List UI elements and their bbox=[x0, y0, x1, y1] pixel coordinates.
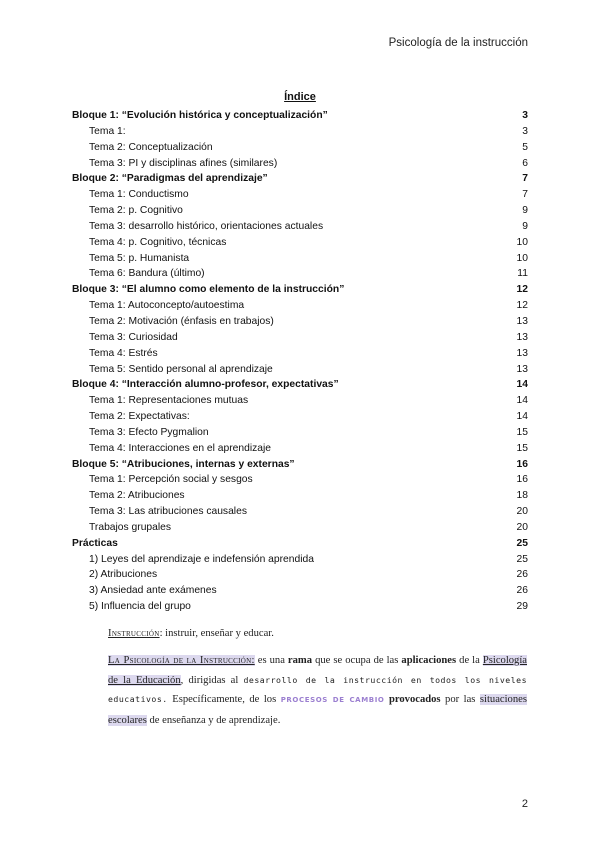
text-segment: es una bbox=[254, 655, 288, 666]
toc-entry-label: Prácticas bbox=[72, 537, 118, 549]
toc-entry-label: Tema 5: p. Humanista bbox=[89, 252, 190, 264]
toc-entry-label: Tema 2: Conceptualización bbox=[89, 141, 213, 153]
toc-entry-page: 13 bbox=[516, 363, 528, 375]
toc-entry-label: Tema 2: Motivación (énfasis en trabajos) bbox=[89, 315, 274, 327]
toc-entry-page: 13 bbox=[516, 347, 528, 359]
toc-entry-page: 18 bbox=[516, 490, 528, 502]
bold-rama: rama bbox=[287, 655, 313, 666]
toc-entry-page: 11 bbox=[517, 268, 528, 280]
toc-entry-label: Tema 3: Curiosidad bbox=[89, 331, 178, 343]
definition-text: : instruir, enseñar y educar. bbox=[159, 628, 274, 639]
toc-entry[interactable] bbox=[72, 520, 528, 536]
toc-entry[interactable] bbox=[72, 266, 528, 282]
toc-entry-page: 9 bbox=[522, 205, 528, 217]
toc-entry[interactable] bbox=[72, 330, 528, 346]
toc-entry-label: Tema 6: Bandura (último) bbox=[89, 268, 205, 280]
term-instruccion: Instrucción bbox=[108, 628, 160, 639]
toc-entry-label: Tema 3: desarrollo histórico, orientaciones actuales bbox=[89, 220, 324, 232]
toc-entry-page: 29 bbox=[516, 601, 528, 613]
toc-entry[interactable] bbox=[72, 583, 528, 599]
handwritten-segment: desarrollo de la instrucción en todos los niveles educativos. bbox=[108, 674, 527, 704]
definition-psicologia-instruccion bbox=[108, 651, 527, 730]
bold-provocados: provocados bbox=[388, 694, 441, 705]
toc-section-entry[interactable] bbox=[72, 457, 528, 473]
toc-entry-label: Tema 4: Estrés bbox=[89, 347, 158, 359]
toc-section-entry[interactable] bbox=[72, 108, 528, 124]
toc-entry-label: 3) Ansiedad ante exámenes bbox=[89, 585, 217, 597]
toc-entry-page: 13 bbox=[516, 331, 528, 343]
toc-entry-label: Tema 1: Percepción social y sesgos bbox=[89, 474, 253, 486]
toc-entry-label: Tema 4: Interacciones en el aprendizaje bbox=[89, 442, 272, 454]
toc-entry-label: Tema 1: Representaciones mutuas bbox=[89, 395, 249, 407]
toc-entry-page: 26 bbox=[516, 585, 528, 597]
toc-entry-label: Bloque 2: “Paradigmas del aprendizaje” bbox=[72, 173, 268, 185]
running-header: Psicología de la instrucción bbox=[388, 37, 528, 49]
toc-entry-page: 16 bbox=[516, 458, 528, 470]
toc-entry-label: 2) Atribuciones bbox=[89, 569, 158, 581]
toc-entry[interactable] bbox=[72, 156, 528, 172]
toc-entry[interactable] bbox=[72, 488, 528, 504]
toc-entry-label: Bloque 5: “Atribuciones, internas y externas” bbox=[72, 458, 295, 470]
toc-entry[interactable] bbox=[72, 362, 528, 378]
toc-entry[interactable] bbox=[72, 346, 528, 362]
text-segment: por las bbox=[440, 694, 480, 705]
toc-entry-page: 14 bbox=[516, 411, 528, 423]
toc-entry-label: Tema 2: Atribuciones bbox=[89, 490, 185, 502]
toc-section-entry[interactable] bbox=[72, 536, 528, 552]
toc-entry-page: 10 bbox=[516, 236, 528, 248]
notes-section bbox=[108, 626, 527, 730]
toc-section-entry[interactable] bbox=[72, 377, 528, 393]
toc-entry[interactable] bbox=[72, 140, 528, 156]
text-segment: que se ocupa de las bbox=[312, 655, 402, 666]
text-segment: , dirigidas al bbox=[180, 674, 244, 686]
toc-entry-page: 25 bbox=[516, 537, 528, 549]
toc-entry-label: Tema 3: Efecto Pygmalion bbox=[89, 426, 209, 438]
toc-entry[interactable] bbox=[72, 472, 528, 488]
toc-entry[interactable] bbox=[72, 552, 528, 568]
toc-entry[interactable] bbox=[72, 409, 528, 425]
toc-entry[interactable] bbox=[72, 235, 528, 251]
toc-entry-label: Tema 3: PI y disciplinas afines (similares) bbox=[89, 157, 278, 169]
toc-entry[interactable] bbox=[72, 124, 528, 140]
purple-procesos-de-cambio: PROCESOS DE CAMBIO bbox=[280, 696, 385, 704]
toc-entry-label: 1) Leyes del aprendizaje e indefensión aprendida bbox=[89, 553, 314, 565]
term-psicologia-instruccion: La Psicología de la Instrucción: bbox=[108, 655, 255, 666]
toc-entry-label: Tema 4: p. Cognitivo, técnicas bbox=[89, 236, 227, 248]
toc-entry[interactable] bbox=[72, 425, 528, 441]
toc-entry[interactable] bbox=[72, 219, 528, 235]
toc-entry[interactable] bbox=[72, 599, 528, 615]
text-segment: de enseñanza y de aprendizaje. bbox=[146, 714, 281, 726]
toc-entry[interactable] bbox=[72, 187, 528, 203]
toc-entry-label: Tema 1: Autoconcepto/autoestima bbox=[89, 300, 245, 312]
toc-entry-page: 7 bbox=[522, 173, 528, 185]
toc-entry-page: 3 bbox=[522, 125, 528, 137]
table-of-contents bbox=[72, 108, 528, 615]
toc-entry-label: Trabajos grupales bbox=[89, 521, 172, 533]
highlight-situaciones-escolares: situaciones escolares bbox=[108, 694, 527, 726]
toc-section-entry[interactable] bbox=[72, 171, 528, 187]
toc-entry-label: Tema 1: Conductismo bbox=[89, 189, 189, 201]
toc-entry-page: 12 bbox=[516, 284, 528, 296]
toc-entry[interactable] bbox=[72, 314, 528, 330]
toc-entry[interactable] bbox=[72, 203, 528, 219]
toc-entry-label: Tema 2: Expectativas: bbox=[89, 411, 190, 423]
toc-entry-label: Tema 3: Las atribuciones causales bbox=[89, 506, 247, 518]
toc-entry-label: Tema 1: bbox=[89, 125, 126, 137]
toc-entry-page: 10 bbox=[516, 252, 528, 264]
toc-entry-label: 5) Influencia del grupo bbox=[89, 601, 191, 613]
toc-section-entry[interactable] bbox=[72, 282, 528, 298]
highlight-psicologia-educacion: Psicología de la Educación bbox=[108, 655, 527, 686]
toc-entry-page: 7 bbox=[522, 189, 528, 201]
definition-instruccion bbox=[108, 626, 527, 642]
toc-entry[interactable] bbox=[72, 567, 528, 583]
toc-entry-page: 15 bbox=[516, 426, 528, 438]
toc-entry-page: 14 bbox=[516, 379, 528, 391]
toc-entry[interactable] bbox=[72, 504, 528, 520]
toc-entry[interactable] bbox=[72, 251, 528, 267]
toc-entry-page: 12 bbox=[516, 300, 528, 312]
toc-entry-label: Bloque 4: “Interacción alumno-profesor, expectativas” bbox=[72, 379, 339, 391]
toc-entry-page: 20 bbox=[516, 506, 528, 518]
bold-aplicaciones: aplicaciones bbox=[401, 655, 457, 666]
toc-entry-page: 25 bbox=[516, 553, 528, 565]
text-segment: Específicamente, de los bbox=[167, 694, 281, 705]
toc-entry-page: 6 bbox=[522, 157, 528, 169]
page-number: 2 bbox=[521, 798, 528, 810]
toc-title: Índice bbox=[284, 91, 316, 103]
toc-entry-page: 3 bbox=[522, 110, 528, 121]
toc-entry-page: 26 bbox=[516, 569, 528, 581]
toc-entry-page: 16 bbox=[516, 474, 528, 486]
toc-entry-label: Bloque 1: “Evolución histórica y conceptualización” bbox=[72, 110, 328, 121]
toc-entry-page: 20 bbox=[516, 521, 528, 533]
toc-entry-page: 5 bbox=[522, 141, 528, 153]
toc-entry-label: Tema 5: Sentido personal al aprendizaje bbox=[89, 363, 273, 375]
toc-entry[interactable] bbox=[72, 298, 528, 314]
toc-entry[interactable] bbox=[72, 393, 528, 409]
toc-entry-page: 9 bbox=[522, 220, 528, 232]
text-segment: de la bbox=[456, 655, 483, 666]
toc-entry-page: 13 bbox=[516, 315, 528, 327]
toc-entry-label: Bloque 3: “El alumno como elemento de la instrucción” bbox=[72, 284, 345, 296]
toc-entry-page: 14 bbox=[516, 395, 528, 407]
toc-entry-page: 15 bbox=[516, 442, 528, 454]
toc-entry-label: Tema 2: p. Cognitivo bbox=[89, 205, 183, 217]
toc-entry[interactable] bbox=[72, 441, 528, 457]
